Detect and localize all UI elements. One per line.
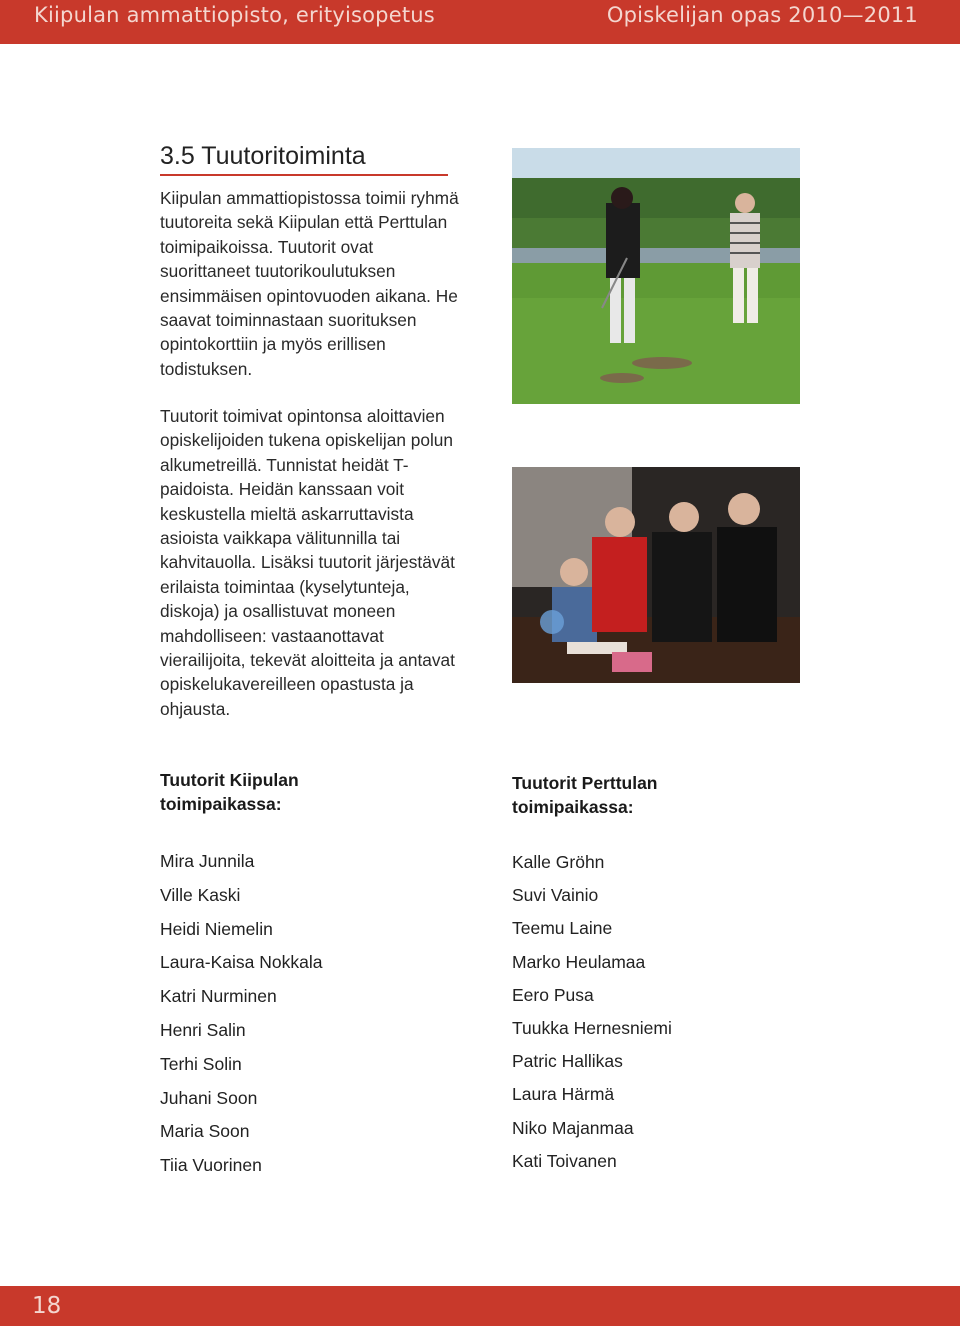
list-item: Marko Heulamaa — [512, 951, 646, 972]
list-item: Katri Nurminen — [160, 986, 277, 1007]
list-item: Heidi Niemelin — [160, 918, 273, 939]
page-number: 18 — [32, 1293, 62, 1319]
event-photo — [512, 467, 800, 683]
golf-photo — [512, 148, 800, 404]
header-school-name: Kiipulan ammattiopisto, erityisopetus — [34, 3, 435, 27]
list-item: Terhi Solin — [160, 1053, 242, 1074]
activities-paragraph: Tuutorit toimivat opintonsa aloittavien opiskelijoiden tukena opiskelijan polun alkumetreillä. Tunnistat heidät T-paidoista. Heidän kanssaan voit keskustella mieltä askarruttavista asioista vaikkapa välitunnilla tai kahvitauolla. Lisäksi tuutorit järjestävät erilaista toimintaa (kyselytunteja, diskoja) ja osallistuvat moneen mahdolliseen: vastaanottavat vierailijoita, tekevät aloitteita ja antavat opiskelukavereilleen opastusta ja ohjausta. — [160, 406, 455, 719]
header-guide-title: Opiskelijan opas 2010—2011 — [606, 3, 918, 27]
intro-paragraph: Kiipulan ammattiopistossa toimii ryhmä tuutoreita sekä Kiipulan että Perttulan toimipaikoissa. Tuutorit ovat suorittaneet tuutorikoulutuksen ensimmäisen opintovuoden aikana. He saavat toiminnastaan suorituksen opintokorttiin ja myös erillisen todistuksen. — [160, 188, 459, 379]
list-item: Laura Härmä — [512, 1084, 615, 1105]
list-item: Eero Pusa — [512, 984, 594, 1005]
list-item: Niko Majanmaa — [512, 1117, 634, 1138]
list-item: Tuukka Hernesniemi — [512, 1017, 672, 1038]
section-title: 3.5 Tuutoritoiminta — [160, 142, 448, 176]
list-item: Henri Salin — [160, 1019, 246, 1040]
list-item: Teemu Laine — [512, 918, 613, 939]
list-item: Tiia Vuorinen — [160, 1155, 262, 1176]
list-item: Kalle Gröhn — [512, 852, 605, 872]
page-header — [0, 0, 960, 44]
kiipula-tutor-list — [160, 849, 322, 1187]
list-item: Kati Toivanen — [512, 1150, 617, 1171]
list-item: Patric Hallikas — [512, 1051, 623, 1072]
list-item: Suvi Vainio — [512, 885, 599, 906]
kiipula-tutors-heading: Tuutorit Kiipulan toimipaikassa: — [160, 770, 299, 814]
list-item: Laura-Kaisa Nokkala — [160, 952, 323, 973]
perttula-tutor-list — [512, 850, 672, 1182]
list-item: Ville Kaski — [160, 884, 241, 905]
list-item: Maria Soon — [160, 1121, 250, 1142]
perttula-tutors-heading: Tuutorit Perttulan toimipaikassa: — [512, 773, 658, 817]
page-footer — [0, 1286, 960, 1326]
list-item: Mira Junnila — [160, 851, 255, 871]
list-item: Juhani Soon — [160, 1087, 258, 1108]
